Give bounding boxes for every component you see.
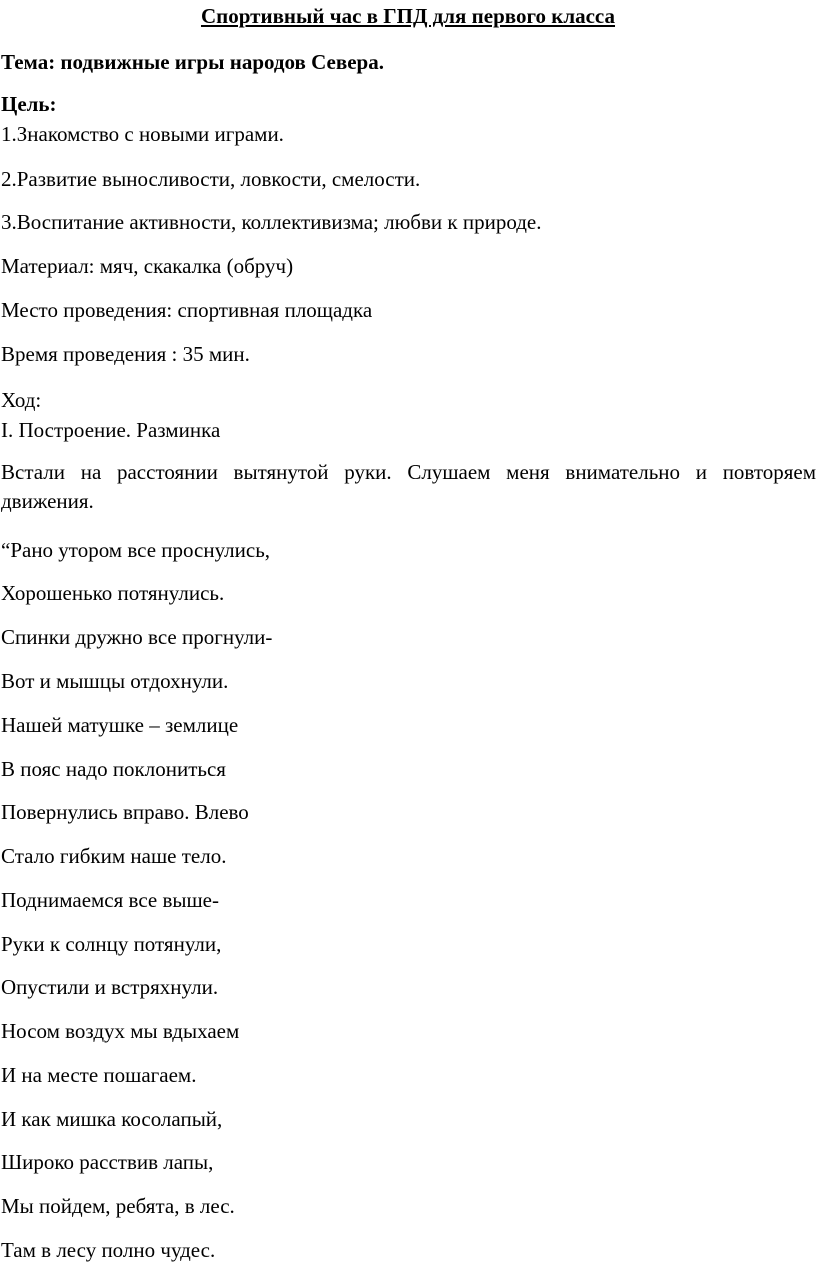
goal-heading: Цель: [1, 92, 57, 116]
topic-line: Тема: подвижные игры народов Севера. [1, 50, 384, 74]
place-line: Место проведения: спортивная площадка [1, 298, 373, 322]
poem-line: Вот и мышцы отдохнули. [1, 669, 229, 693]
poem-line: Нашей матушке – землице [1, 713, 239, 737]
goal-item: 3.Воспитание активности, коллективизма; любви к природе. [1, 210, 542, 234]
poem-line: Широко расствив лапы, [1, 1150, 214, 1174]
material-line: Материал: мяч, скакалка (обруч) [1, 254, 294, 278]
instruction-paragraph: Встали на расстоянии вытянутой руки. Слушаем меня внимательно и повторяем движения. [1, 460, 816, 513]
document-title: Спортивный час в ГПД для первого класса [200, 4, 616, 28]
poem-line: И как мишка косолапый, [1, 1107, 223, 1131]
poem-line: Носом воздух мы вдыхаем [1, 1019, 240, 1043]
poem-line: И на месте пошагаем. [1, 1063, 197, 1087]
time-line: Время проведения : 35 мин. [1, 342, 250, 366]
poem-line: Мы пойдем, ребята, в лес. [1, 1194, 235, 1218]
course-heading: Ход: [1, 388, 42, 412]
poem-line: Стало гибким наше тело. [1, 844, 227, 868]
poem-line: Опустили и встряхнули. [1, 975, 219, 999]
poem-line: Там в лесу полно чудес. [1, 1238, 216, 1262]
poem-line: В пояс надо поклониться [1, 757, 226, 781]
poem-line: “Рано утором все проснулись, [1, 538, 271, 562]
goal-item: 2.Развитие выносливости, ловкости, смелости. [1, 167, 421, 191]
poem-line: Спинки дружно все прогнули- [1, 625, 273, 649]
poem-line: Поднимаемся все выше- [1, 888, 219, 912]
goal-item: 1.Знакомство с новыми играми. [1, 122, 284, 146]
section-heading: I. Построение. Разминка [1, 418, 221, 442]
poem-line: Хорошенько потянулись. [1, 581, 225, 605]
poem-line: Повернулись вправо. Влево [1, 800, 249, 824]
poem-line: Руки к солнцу потянули, [1, 932, 222, 956]
